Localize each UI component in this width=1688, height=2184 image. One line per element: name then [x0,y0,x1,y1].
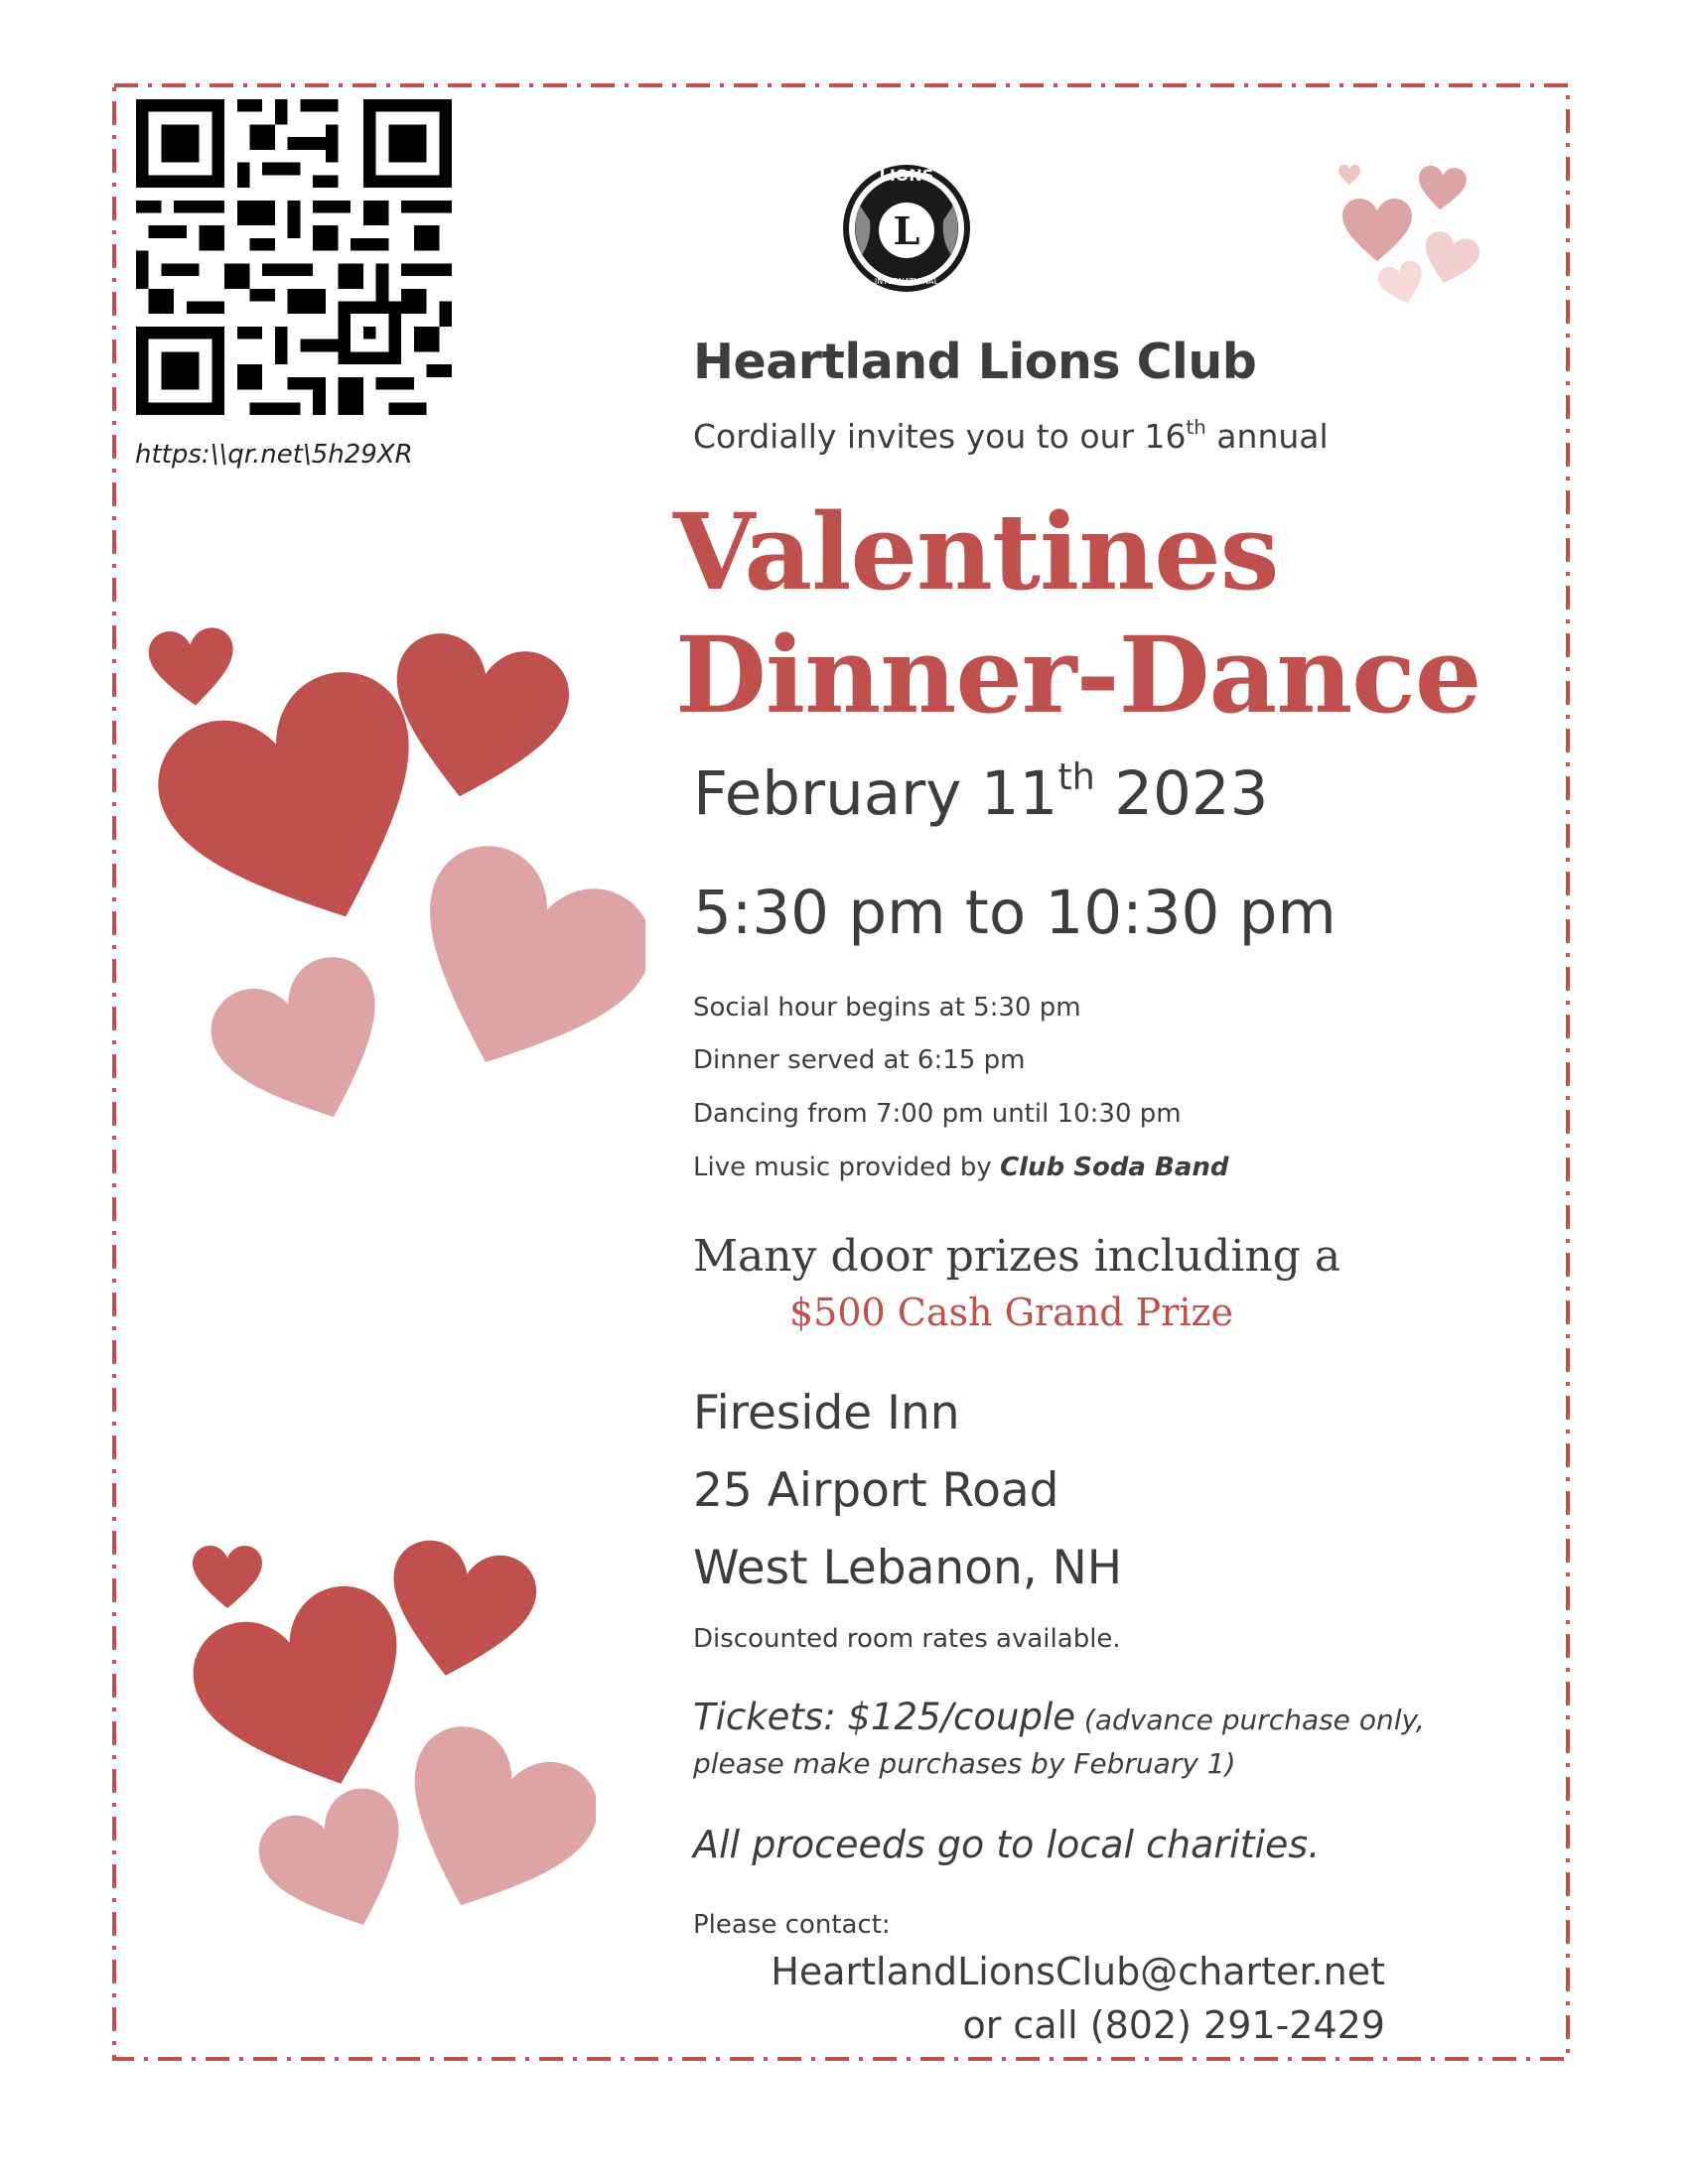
hearts-left-middle [129,615,645,1132]
hearts-bottom-left [179,1534,596,1951]
logo-top-text: LIONS [879,166,934,185]
lions-international-logo [840,151,974,305]
music-prefix: Live music provided by [693,1153,1001,1182]
invite-text: Cordially invites you to our 16 [693,417,1187,456]
event-title-line1: Valentines [673,489,1279,614]
event-time: 5:30 pm to 10:30 pm [693,878,1336,948]
invite-ordinal: th [1186,416,1206,440]
schedule-dancing: Dancing from 7:00 pm until 10:30 pm [693,1099,1182,1129]
venue-city: West Lebanon, NH [693,1541,1123,1595]
rooms-note: Discounted room rates available. [693,1624,1121,1654]
date-suffix: 2023 [1094,758,1269,829]
contact-label: Please contact: [693,1910,891,1940]
invite-suffix: annual [1205,417,1329,456]
venue-name: Fireside Inn [693,1386,960,1440]
date-prefix: February 11 [693,758,1058,829]
contact-email[interactable]: HeartlandLionsClub@charter.net [771,1950,1385,1993]
grand-prize: $500 Cash Grand Prize [789,1291,1234,1334]
ticket-note2: please make purchases by February 1) [693,1747,1236,1780]
hearts-top-right [1331,159,1499,318]
logo-letter: L [893,208,920,253]
event-date [693,755,1269,829]
qr-code[interactable] [135,99,453,415]
date-ordinal: th [1057,755,1095,799]
prizes-line1: Many door prizes including a [693,1231,1341,1282]
tickets-line [693,1696,1425,1738]
logo-bottom-text: INTERNATIONAL [874,277,939,286]
schedule-dinner: Dinner served at 6:15 pm [693,1045,1026,1075]
schedule-social: Social hour begins at 5:30 pm [693,993,1081,1023]
club-name: Heartland Lions Club [693,334,1257,390]
ticket-price: Tickets: $125/couple [693,1696,1076,1738]
ticket-note1: (advance purchase only, [1075,1704,1425,1736]
band-name: Club Soda Band [1000,1153,1229,1182]
qr-url[interactable]: https:\\qr.net\5h29XR [135,440,413,470]
venue-street: 25 Airport Road [693,1463,1059,1518]
invite-line [693,417,1329,456]
schedule-music [693,1153,1229,1182]
contact-phone[interactable]: or call (802) 291-2429 [962,2003,1385,2047]
proceeds-note: All proceeds go to local charities. [693,1823,1321,1866]
event-title-line2: Dinner-Dance [675,613,1481,737]
